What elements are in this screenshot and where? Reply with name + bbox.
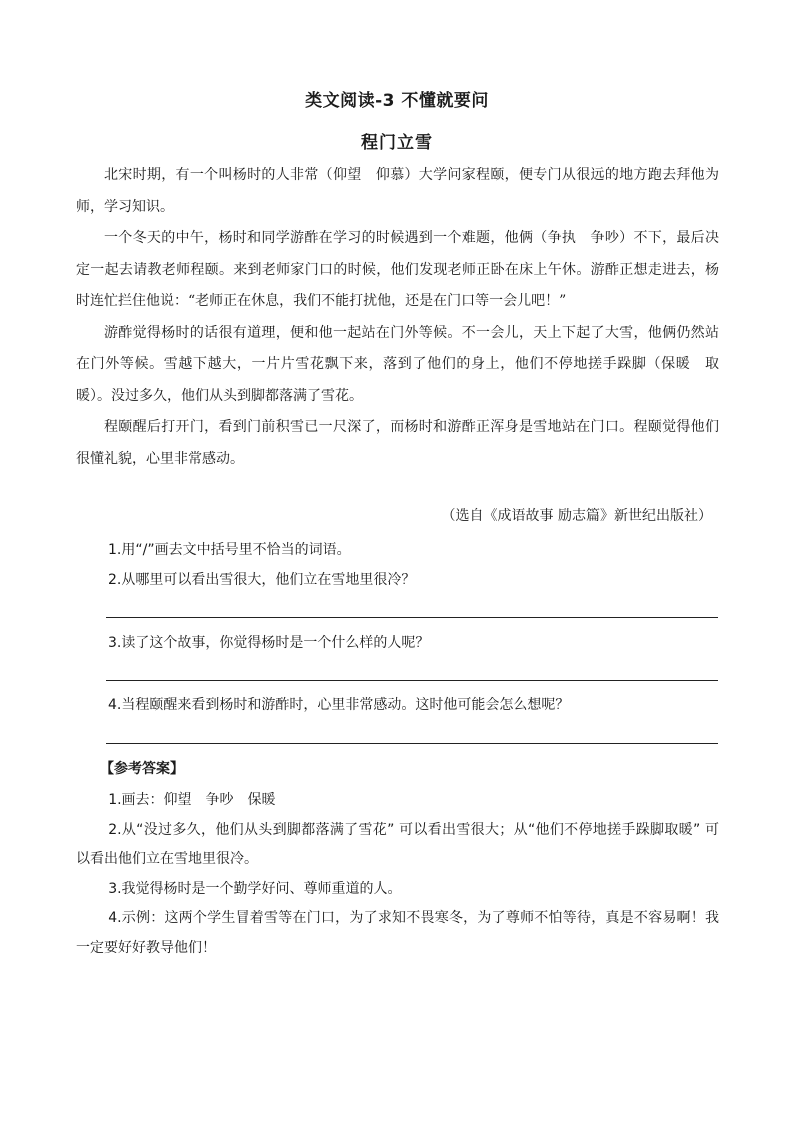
answer-item: 3.我觉得杨时是一个勤学好问、尊师重道的人。 <box>108 880 402 897</box>
story-paragraph: 一个冬天的中午，杨时和同学游酢在学习的时候遇到一个难题，他俩（争执 争吵）不下，最后决定一起去请教老师程颐。来到老师家门口的时候，他们发现老师正卧在床上午休。游酢正想走进去，杨时连忙拦住他说：“老师正在休息，我们不能打扰他，还是在门口等一会儿吧！” <box>76 230 719 309</box>
page-title: 类文阅读-3 不懂就要问 <box>305 91 489 111</box>
question-2: 2.从哪里可以看出雪很大，他们立在雪地里很冷？ <box>108 572 416 588</box>
story-paragraph: 程颐醒后打开门，看到门前积雪已一尺深了，而杨时和游酢正浑身是雪地站在门口。程颐觉得他们很懂礼貌，心里非常感动。 <box>76 419 719 467</box>
answer-item: 4.示例：这两个学生冒着雪等在门口，为了求知不畏寒冬，为了尊师不怕等待，真是不容易啊！我一定要好好教导他们！ <box>76 910 719 956</box>
answer-item: 2.从“没过多久，他们从头到脚都落满了雪花” 可以看出雪很大；从“他们不停地搓手跺脚取暖” 可以看出他们立在雪地里很冷。 <box>76 821 719 867</box>
story-paragraph: 游酢觉得杨时的话很有道理，便和他一起站在门外等候。不一会儿，天上下起了大雪，他俩仍然站在门外等候。雪越下越大，一片片雪花飘下来，落到了他们的身上，他们不停地搓手跺脚（保暖 取暖）。没过多久，他们从头到脚都落满了雪花。 <box>76 324 719 404</box>
story-title: 程门立雪 <box>361 133 433 153</box>
answer-item: 1.画去：仰望 争吵 保暖 <box>108 792 276 808</box>
story-text <box>76 160 719 475</box>
reference-heading: 【参考答案】 <box>100 761 184 777</box>
answer-line-3[interactable] <box>106 680 718 681</box>
question-1: 1.用“/”画去文中括号里不恰当的词语。 <box>108 542 351 558</box>
answer-line-2[interactable] <box>106 617 718 618</box>
question-3: 3.读了这个故事，你觉得杨时是一个什么样的人呢？ <box>108 635 430 651</box>
answer-line-4[interactable] <box>106 743 718 744</box>
story-paragraph: 北宋时期，有一个叫杨时的人非常（仰望 仰慕）大学问家程颐，便专门从很远的地方跑去拜他为师，学习知识。 <box>76 167 719 215</box>
question-4: 4.当程颐醒来看到杨时和游酢时，心里非常感动。这时他可能会怎么想呢？ <box>108 697 570 713</box>
story-source: （选自《成语故事 励志篇》新世纪出版社） <box>441 508 712 524</box>
reference-answers <box>76 786 719 963</box>
